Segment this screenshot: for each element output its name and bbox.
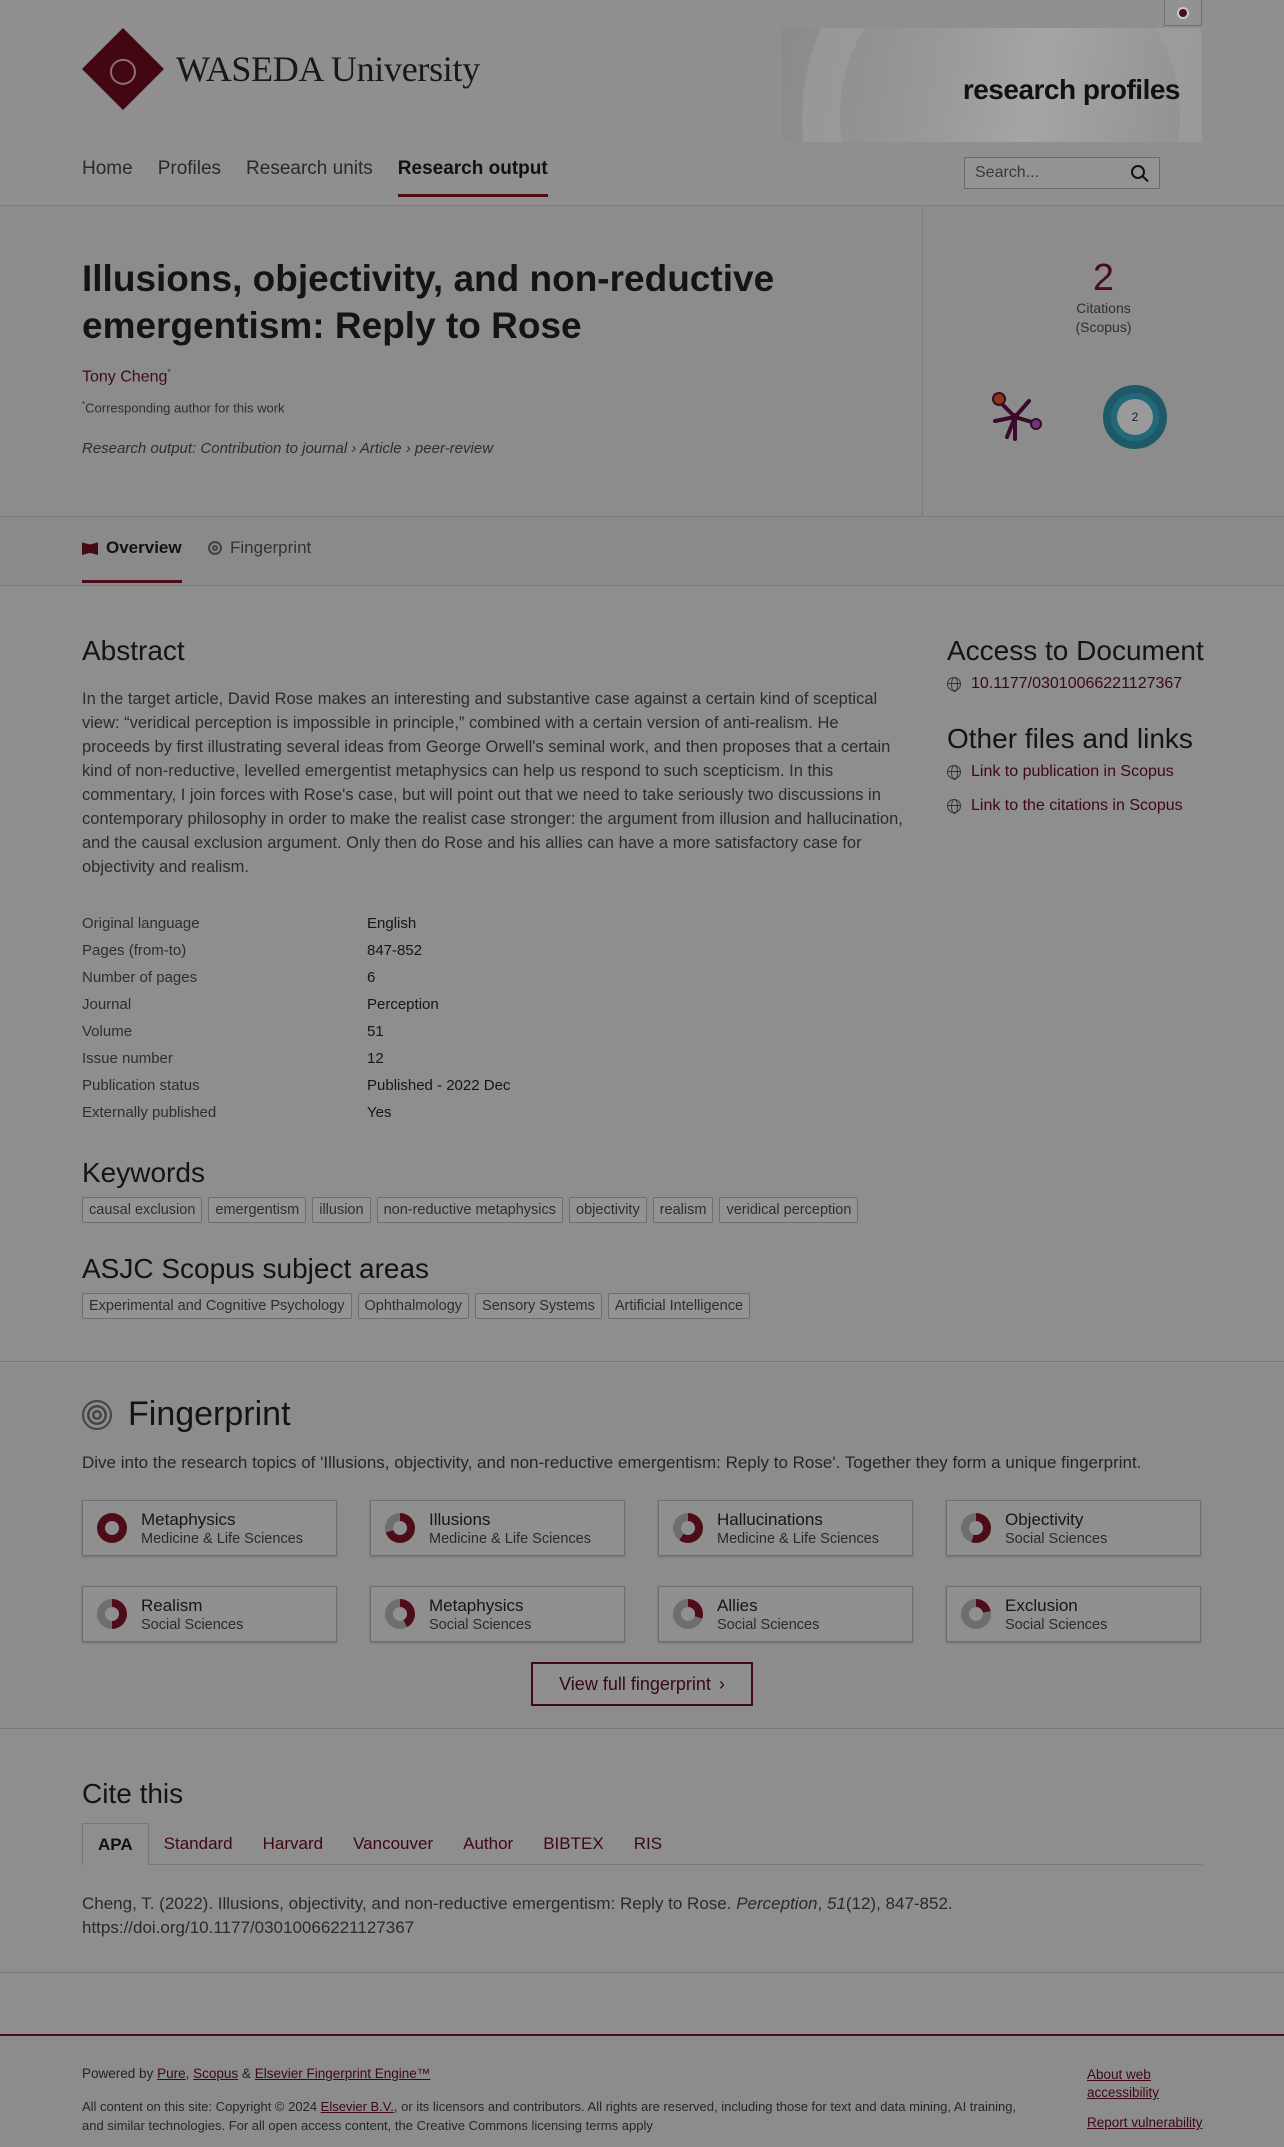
details-row	[82, 1045, 782, 1072]
concept-name: Hallucinations	[717, 1509, 823, 1529]
book-icon	[82, 541, 98, 555]
copyright-text: All content on this site: Copyright © 2024 Elsevier B.V., or its licensors and contributors. All rights are reserved, including those for text and data mining, AI training, and similar technologies. For all open access content, the Creative Commons licensing terms apply	[82, 2099, 1017, 2133]
concept-category: Social Sciences	[141, 1616, 244, 1633]
concept-name: Allies	[717, 1595, 758, 1615]
asjc-heading: ASJC Scopus subject areas	[82, 1253, 430, 1284]
details-row	[82, 1099, 782, 1126]
fingerprint-section	[0, 1363, 1284, 1729]
concept-name: Exclusion	[1005, 1595, 1078, 1615]
globe-icon	[947, 765, 961, 779]
search-box	[964, 157, 1160, 189]
article-title: Illusions, objectivity, and non-reductive emergentism: Reply to Rose	[82, 258, 775, 346]
citations-label: Citations (Scopus)	[1075, 300, 1132, 335]
tab-fingerprint[interactable]: Fingerprint	[208, 538, 311, 558]
abstract-heading: Abstract	[82, 635, 185, 666]
fingerprint-concept-card[interactable]	[946, 1586, 1201, 1642]
powered-by: Powered by Pure, Scopus & Elsevier Fingerprint Engine™	[82, 2066, 431, 2081]
details-value: 847-852	[367, 942, 423, 959]
concept-category: Medicine & Life Sciences	[429, 1530, 591, 1547]
fingerprint-title: Fingerprint	[82, 1395, 291, 1434]
concept-category: Social Sciences	[429, 1616, 532, 1633]
globe-icon	[947, 799, 961, 813]
fingerprint-engine-link[interactable]: Elsevier Fingerprint Engine™	[254, 2066, 431, 2081]
citation-doi: https://doi.org/10.1177/03010066221127367	[82, 1918, 415, 1937]
citations-count[interactable]: 2	[1092, 257, 1115, 299]
citation-text: Cheng, T. (2022). Illusions, objectivity, and non-reductive emergentism: Reply to Rose. Perception, 51(12), 847-852. https://doi.org/10.1177/03010066221127367	[82, 1894, 953, 1937]
concept-name: Illusions	[429, 1509, 491, 1529]
concept-weight-donut-icon	[961, 1513, 991, 1543]
concept-name: Realism	[141, 1595, 203, 1615]
fingerprint-concept-card[interactable]	[82, 1586, 337, 1642]
concept-name: Metaphysics	[141, 1509, 236, 1529]
details-label: Issue number	[82, 1050, 173, 1067]
cite-tab-standard[interactable]: Standard	[163, 1834, 233, 1853]
scopus-link[interactable]: Scopus	[193, 2066, 239, 2081]
output-type: Research output: Contribution to journal › Article › peer-review	[82, 439, 494, 457]
doi-link[interactable]: 10.1177/03010066221127367	[947, 675, 1217, 693]
keyword-chip[interactable]: objectivity	[569, 1197, 647, 1223]
search-icon[interactable]	[1131, 165, 1145, 179]
logo-text: WASEDA University	[176, 49, 480, 89]
keyword-chip[interactable]: illusion	[312, 1197, 370, 1223]
cite-section	[0, 1730, 1284, 1973]
fingerprint-concept-card[interactable]	[82, 1500, 337, 1556]
details-table	[82, 910, 782, 1126]
concept-weight-donut-icon	[385, 1599, 415, 1629]
concept-name: Objectivity	[1005, 1509, 1084, 1529]
elsevier-link[interactable]: Elsevier B.V.	[320, 2099, 394, 2114]
cite-tab-ris[interactable]: RIS	[633, 1834, 663, 1853]
keyword-chip[interactable]: emergentism	[208, 1197, 306, 1223]
cite-tab-author[interactable]: Author	[463, 1834, 514, 1853]
details-label: Externally published	[82, 1104, 217, 1121]
keyword-chip[interactable]: veridical perception	[719, 1197, 858, 1223]
author-line	[82, 367, 862, 386]
plumx-icon[interactable]	[985, 387, 1045, 447]
details-label: Original language	[82, 915, 200, 932]
globe-icon	[947, 677, 961, 691]
details-value: Published - 2022 Dec	[367, 1077, 511, 1094]
concept-category: Social Sciences	[717, 1616, 820, 1633]
view-full-fingerprint-button[interactable]: View full fingerprint ›	[531, 1662, 753, 1706]
concept-weight-donut-icon	[673, 1599, 703, 1629]
research-profiles-banner	[782, 28, 1202, 142]
asjc-list	[82, 1293, 750, 1319]
details-label: Pages (from-to)	[82, 942, 187, 959]
fingerprint-concept-card[interactable]	[370, 1500, 625, 1556]
fingerprint-concept-card[interactable]	[658, 1586, 913, 1642]
banner-text: research profiles	[962, 74, 1180, 105]
content-tabs	[0, 518, 1284, 586]
footer-links	[1087, 2066, 1207, 2144]
pure-link[interactable]: Pure	[157, 2066, 186, 2081]
accessibility-link[interactable]: About web accessibility	[1087, 2067, 1160, 2100]
scopus-publication-link[interactable]: Link to publication in Scopus	[947, 763, 1217, 781]
metrics-panel	[922, 207, 1284, 517]
main-nav	[82, 158, 573, 197]
details-row	[82, 1072, 782, 1099]
site-logo[interactable]	[82, 28, 480, 110]
abstract-text: In the target article, David Rose makes an interesting and substantive case against a certain kind of sceptical view: “veridical perception is impossible in principle,” combined with a certain version of anti-realism. He proceeds by first illustrating several ideas from George Orwell's seminal work, and then proposes that a certain kind of non-reductive, levelled emergentist metaphysics can help us respond to such scepticism. In this commentary, I join forces with Rose's case, but will point out that we need to take seriously two discussions in contemporary philosophy in order to make the realist case stronger: the argument from illusion and hallucination, and the causal exclusion argument. Only then do Rose and his allies can have a more satisfactory case for objectivity and realism.	[82, 690, 903, 876]
other-links-heading: Other files and links	[947, 723, 1193, 754]
corresponding-note: *Corresponding author for this work	[82, 400, 285, 416]
chevron-right-icon: ›	[718, 1673, 725, 1694]
nav-profiles[interactable]: Profiles	[157, 158, 222, 179]
nav-research-output[interactable]: Research output	[398, 158, 548, 197]
fingerprint-icon	[82, 1400, 112, 1430]
tab-overview[interactable]: Overview	[82, 538, 182, 558]
search-input[interactable]	[975, 164, 1125, 182]
asjc-chip[interactable]: Ophthalmology	[358, 1293, 470, 1319]
cite-tab-bibtex[interactable]: BIBTEX	[543, 1834, 604, 1853]
concept-name: Metaphysics	[429, 1595, 524, 1615]
concept-category: Medicine & Life Sciences	[717, 1530, 879, 1547]
fingerprint-concept-card[interactable]	[658, 1500, 913, 1556]
details-label: Volume	[82, 1023, 133, 1040]
report-vulnerability-link[interactable]: Report vulnerability	[1087, 2115, 1203, 2130]
altmetric-donut-icon[interactable]: 2	[1103, 385, 1167, 449]
asjc-chip[interactable]: Artificial Intelligence	[608, 1293, 750, 1319]
details-row	[82, 991, 782, 1018]
cite-tab-harvard[interactable]: Harvard	[262, 1834, 324, 1853]
details-value: Perception	[367, 996, 439, 1013]
details-value: 6	[367, 969, 376, 986]
fingerprint-description: Dive into the research topics of 'Illusions, objectivity, and non-reductive emergentism: Reply to Rose'. Together they form a unique fingerprint.	[82, 1453, 1142, 1472]
details-value: Yes	[367, 1104, 392, 1121]
details-value: 12	[367, 1050, 384, 1067]
details-label: Publication status	[82, 1077, 200, 1094]
concept-category: Social Sciences	[1005, 1616, 1108, 1633]
details-value: 51	[367, 1023, 384, 1040]
nav-home[interactable]: Home	[82, 158, 133, 179]
language-switcher[interactable]	[1164, 0, 1202, 26]
author-link[interactable]: Tony Cheng	[82, 368, 168, 386]
concept-weight-donut-icon	[385, 1513, 415, 1543]
cite-tab-apa[interactable]: APA	[82, 1823, 149, 1866]
keyword-chip[interactable]: non-reductive metaphysics	[377, 1197, 563, 1223]
keywords-heading: Keywords	[82, 1157, 205, 1188]
details-row	[82, 937, 782, 964]
globe-icon	[1177, 7, 1189, 19]
concept-weight-donut-icon	[97, 1513, 127, 1543]
fingerprint-grid	[82, 1500, 1202, 1642]
details-row	[82, 1018, 782, 1045]
scopus-citations-link[interactable]: Link to the citations in Scopus	[947, 797, 1217, 815]
site-header	[0, 0, 1284, 206]
fingerprint-concept-card[interactable]	[370, 1586, 625, 1642]
keyword-list	[82, 1197, 858, 1223]
fingerprint-concept-card[interactable]	[946, 1500, 1201, 1556]
cite-format-tabs	[82, 1823, 1202, 1865]
concept-weight-donut-icon	[673, 1513, 703, 1543]
sidebar	[947, 635, 1217, 831]
asjc-chip[interactable]: Experimental and Cognitive Psychology	[82, 1293, 352, 1319]
concept-category: Medicine & Life Sciences	[141, 1530, 303, 1547]
concept-weight-donut-icon	[97, 1599, 127, 1629]
fingerprint-icon	[208, 541, 222, 555]
concept-weight-donut-icon	[961, 1599, 991, 1629]
concept-category: Social Sciences	[1005, 1530, 1108, 1547]
details-label: Journal	[82, 996, 132, 1013]
details-row	[82, 964, 782, 991]
site-footer	[0, 2034, 1284, 2147]
keyword-chip[interactable]: causal exclusion	[82, 1197, 202, 1223]
details-value: English	[367, 915, 417, 932]
cite-heading: Cite this	[82, 1778, 184, 1809]
nav-research-units[interactable]: Research units	[246, 158, 373, 179]
active-tab-indicator	[82, 580, 182, 583]
cite-tab-vancouver[interactable]: Vancouver	[353, 1834, 434, 1853]
waseda-emblem-icon	[82, 28, 164, 110]
keyword-chip[interactable]: realism	[653, 1197, 714, 1223]
article-header	[0, 207, 1284, 517]
asjc-chip[interactable]: Sensory Systems	[475, 1293, 602, 1319]
overview-section	[0, 587, 1284, 1362]
access-heading: Access to Document	[947, 635, 1204, 666]
details-row	[82, 910, 782, 937]
details-label: Number of pages	[82, 969, 198, 986]
corresponding-mark: *	[167, 367, 171, 377]
